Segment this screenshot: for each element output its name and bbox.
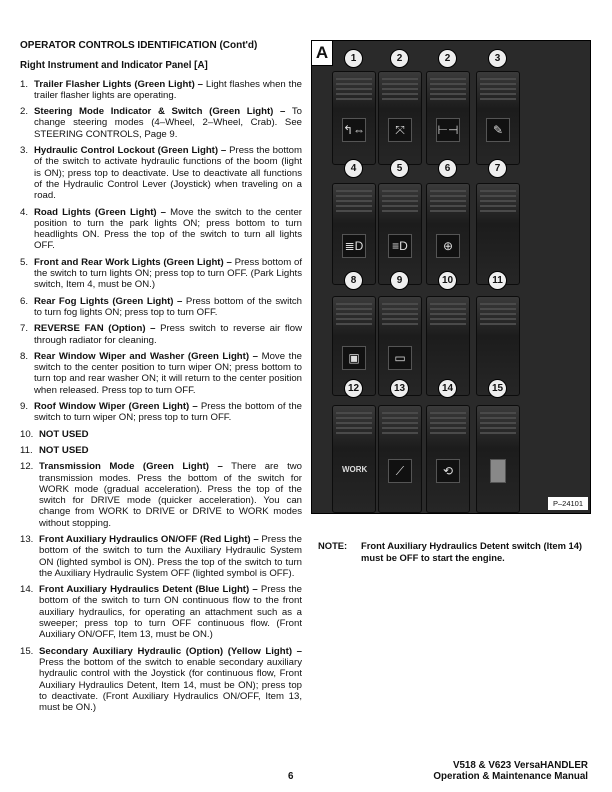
switch-symbol-icon: ≡D (388, 234, 412, 258)
item-number: 5. (20, 256, 29, 268)
item-text (34, 296, 302, 319)
rocker-switch[interactable] (378, 405, 422, 513)
list-item (20, 296, 302, 319)
item-description: To change steering modes (4–Wheel, 2–Wheel, Crab). See STEERING CONTROLS, Page 9. (34, 106, 303, 140)
item-number: 15. (20, 645, 34, 657)
item-text (34, 106, 302, 140)
callout-badge: 6 (438, 159, 457, 178)
switch-symbol-icon: ✎ (486, 118, 510, 142)
callout-badge: 2 (390, 49, 409, 68)
list-item (20, 461, 302, 529)
item-title: REVERSE FAN (Option) – (34, 323, 156, 335)
item-number: 8. (20, 350, 29, 362)
panel-photo (311, 40, 591, 514)
item-title: Front and Rear Work Lights (Green Light) – (34, 256, 232, 268)
item-text (34, 401, 302, 424)
item-number: 4. (20, 206, 29, 218)
item-description: Press switch to reverse air flow through radiator for cleaning. (34, 323, 302, 346)
item-description: Move the switch to the center position to turn the park lights ON; press bottom to turn headlights ON. Press the top of the switch to turn all lights OFF. (34, 206, 302, 252)
callout-badge: 3 (488, 49, 507, 68)
item-title: Steering Mode Indicator & Switch (Green Light) – (34, 106, 286, 118)
item-number: 7. (20, 323, 29, 335)
rocker-switch[interactable] (378, 183, 422, 285)
item-text (34, 323, 302, 346)
item-text (34, 257, 302, 291)
item-number: 9. (20, 401, 29, 413)
callout-badge: 13 (390, 379, 409, 398)
callout-badge: 8 (344, 271, 363, 290)
item-number: 6. (20, 295, 29, 307)
list-item (20, 106, 302, 140)
footer-title (433, 760, 588, 782)
item-text (39, 445, 302, 456)
switch-symbol-icon: ⤧ (388, 118, 412, 142)
item-number: 11. (20, 444, 33, 456)
callout-badge: 2 (438, 49, 457, 68)
item-description: Press the bottom of the switch to turn ON continuous flow to the front auxiliary hydraulics, for operating an attachment such as a sweeper; press top to turn OFF continuous flow. (Front Auxiliary ON/OFF, Item 13, must be ON.) (39, 584, 302, 641)
rocker-switch[interactable] (476, 71, 520, 165)
item-description: Press the bottom of the switch to turn wiper ON; press top to turn OFF. (34, 401, 303, 424)
switch-symbol-icon: ⟲ (436, 459, 460, 483)
callout-badge: 1 (344, 49, 363, 68)
text-column (20, 40, 302, 718)
item-title: Front Auxiliary Hydraulics Detent (Blue Light) – (39, 584, 258, 596)
page-number: 6 (288, 771, 294, 782)
rocker-switch[interactable] (476, 405, 520, 513)
list-item (20, 534, 302, 579)
item-title: Roof Window Wiper (Green Light) – (34, 401, 198, 413)
item-title: Rear Fog Lights (Green Light) – (34, 295, 183, 307)
item-number: 13. (20, 533, 34, 545)
item-description: Move the switch to the center position to turn wiper ON; press bottom to turn top and rear washer ON; it will return to the center position when released. Press top to turn OFF. (34, 350, 302, 396)
photo-id: P–24101 (548, 497, 588, 510)
callout-badge: 5 (390, 159, 409, 178)
rocker-switch[interactable] (426, 405, 470, 513)
item-title: Hydraulic Control Lockout (Green Light) – (34, 145, 227, 157)
switch-symbol-icon: WORK (342, 465, 368, 474)
list-item (20, 145, 302, 201)
switch-symbol-icon: ⟋ (388, 459, 412, 483)
note-text: Front Auxiliary Hydraulics Detent switch (Item 14) must be OFF to start the engine. (361, 540, 583, 563)
note-label: NOTE: (318, 540, 348, 551)
item-description: Press the bottom of the switch to activate hydraulic functions of the boom (light is ON); press top to deactivate. Use to deactivate all functions of the Hydraulic Control Lever (Joystick) when traveling on a road. (34, 145, 302, 202)
switch-symbol-icon: ≣D (342, 234, 366, 258)
item-text (39, 584, 302, 640)
list-item (20, 646, 302, 714)
switch-symbol-icon: ⊕ (436, 234, 460, 258)
list-item (20, 401, 302, 424)
item-number: 1. (20, 78, 29, 90)
footer-title-line2: Operation & Maintenance Manual (433, 771, 588, 782)
item-title: Trailer Flasher Lights (Green Light) – (34, 78, 203, 90)
switch-symbol-icon: ▭ (388, 346, 412, 370)
item-text (39, 534, 302, 579)
list-item (20, 257, 302, 291)
item-title: Rear Window Wiper and Washer (Green Light) – (34, 350, 258, 362)
figure-label: A (312, 41, 333, 66)
switch-symbol-icon: ↰⇔ (342, 118, 366, 142)
item-title: Secondary Auxiliary Hydraulic (Option) (Yellow Light) – (39, 645, 302, 657)
rocker-switch[interactable] (426, 183, 470, 285)
item-description: Press the bottom of the switch to turn the Auxiliary Hydraulic System ON (lighted symbol is ON). Press the top of the switch to turn the Auxiliary Hydraulic System OFF (lighted symbol is OFF). (39, 533, 302, 579)
list-item (20, 584, 302, 640)
item-description: Press the bottom of the switch to enable secondary auxiliary hydraulic control with the Joystick (for continuous flow, Front Auxiliary Hydraulics Detent, Item 14, must be ON); press top to deactivate. (Front Auxiliary Hydraulics ON/OFF, Item 13, must be ON.) (39, 656, 302, 714)
section-heading: OPERATOR CONTROLS IDENTIFICATION (Cont'd) (20, 40, 258, 51)
item-text (34, 207, 302, 252)
list-item (20, 351, 302, 396)
callout-badge: 15 (488, 379, 507, 398)
item-number: 3. (20, 145, 29, 157)
rocker-switch[interactable] (426, 71, 470, 165)
item-list (20, 79, 302, 714)
item-text (34, 145, 302, 201)
item-number: 12. (20, 461, 34, 473)
item-text (34, 351, 302, 396)
item-number: 14. (20, 584, 34, 596)
callout-badge: 7 (488, 159, 507, 178)
list-item (20, 445, 302, 456)
item-title: NOT USED (39, 428, 89, 440)
list-item (20, 429, 302, 440)
item-description: There are two transmission modes. Press the bottom of the switch for WORK mode (gradual acceleration). Press the top of the switch for DRIVE mode (quicker acceleration). You can change from WORK to DRIVE or DRIVE to WORK modes without stopping. (39, 461, 303, 529)
item-description: Press bottom of the switch to turn fog lights ON; press top to turn OFF. (34, 295, 302, 318)
item-text (39, 429, 302, 440)
callout-badge: 12 (344, 379, 363, 398)
item-title: Transmission Mode (Green Light) – (39, 461, 223, 473)
item-title: Front Auxiliary Hydraulics ON/OFF (Red Light) – (39, 533, 259, 545)
callout-badge: 14 (438, 379, 457, 398)
list-item (20, 79, 302, 102)
item-title: NOT USED (39, 444, 89, 456)
rocker-switch[interactable] (332, 405, 376, 513)
rocker-switch[interactable] (332, 183, 376, 285)
item-description: Light flashes when the trailer flasher lights are operating. (34, 78, 302, 101)
callout-badge: 11 (488, 271, 507, 290)
rocker-switch[interactable] (476, 183, 520, 285)
switch-symbol-icon: ▣ (342, 346, 366, 370)
switch-symbol-icon (490, 459, 506, 483)
list-item (20, 207, 302, 252)
rocker-switch[interactable] (332, 71, 376, 165)
item-text (39, 461, 302, 529)
callout-badge: 9 (390, 271, 409, 290)
callout-badge: 10 (438, 271, 457, 290)
item-text (39, 646, 302, 714)
switch-symbol-icon: ⊢⊣ (436, 118, 460, 142)
callout-badge: 4 (344, 159, 363, 178)
item-number: 10. (20, 428, 34, 440)
item-description: Press bottom of the switch to turn lights ON; press top to turn OFF. (Park Lights switch, Item 4, must be ON.) (34, 256, 302, 291)
item-text (34, 79, 302, 102)
list-item (20, 323, 302, 346)
rocker-switch[interactable] (378, 71, 422, 165)
item-number: 2. (20, 106, 29, 118)
panel-subheading: Right Instrument and Indicator Panel [A] (20, 60, 208, 72)
note (318, 540, 593, 563)
footer-title-line1: V518 & V623 VersaHANDLER (452, 760, 588, 771)
item-title: Road Lights (Green Light) – (34, 206, 167, 218)
